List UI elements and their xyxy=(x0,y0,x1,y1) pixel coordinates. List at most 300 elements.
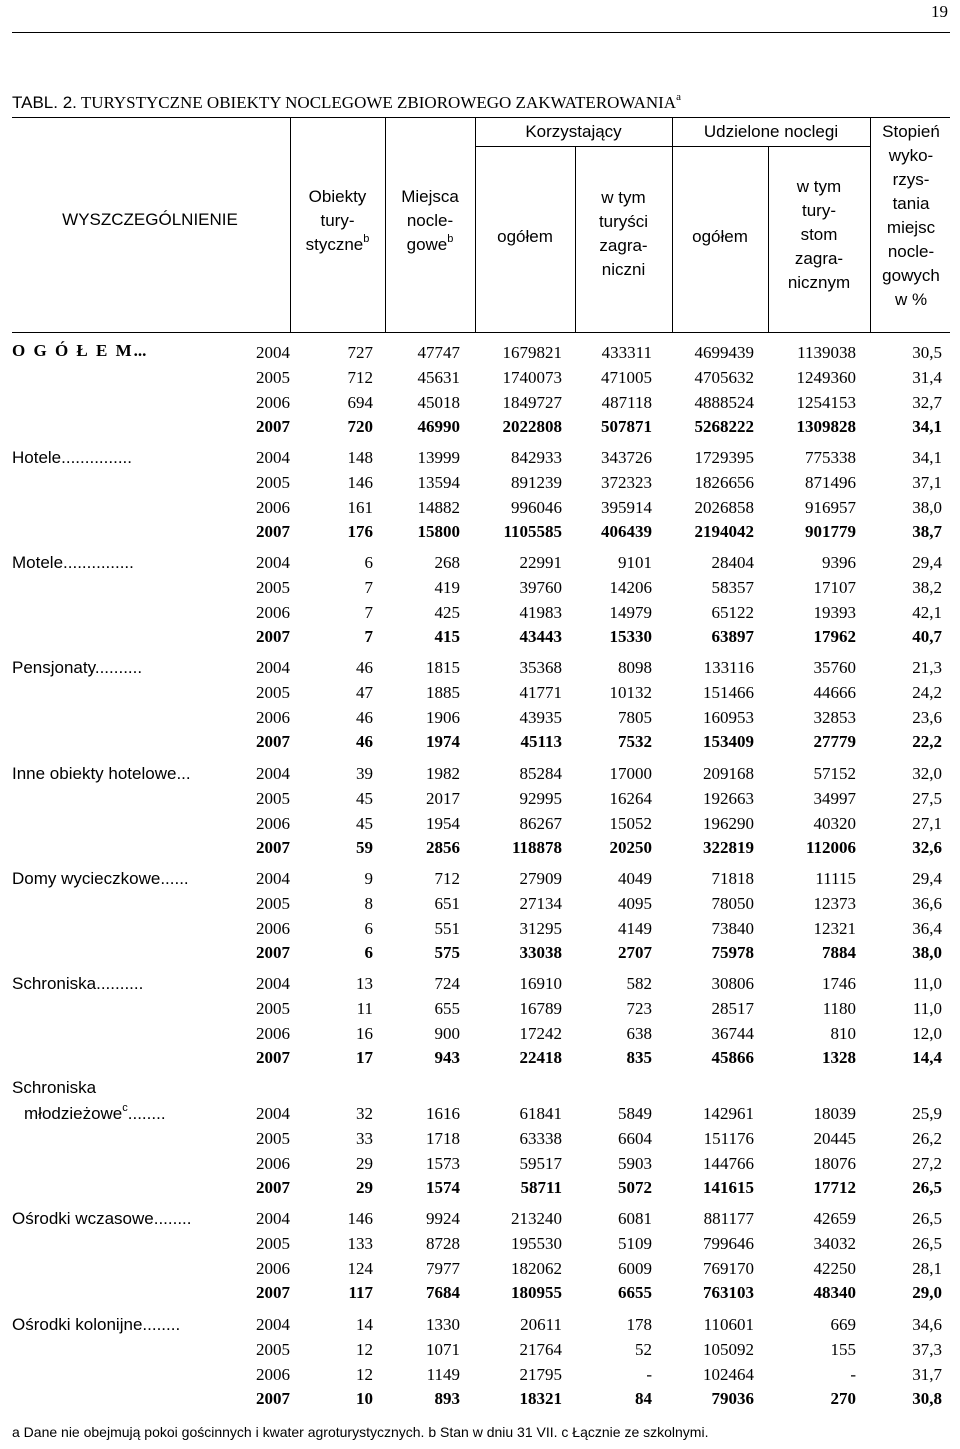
cell-noclegi-ogolem: 36744 xyxy=(711,1023,754,1043)
row-label: Hotele............... xyxy=(12,448,132,467)
table-row xyxy=(0,1176,960,1200)
cell-stopien-wykorzystania: 27,1 xyxy=(912,813,942,833)
cell-obiekty: 12 xyxy=(356,1339,373,1359)
cell-noclegi-ogolem: 151176 xyxy=(703,1128,754,1148)
cell-noclegi-zagraniczni: 44666 xyxy=(813,682,856,702)
cell-korzystajacy-ogolem: 92995 xyxy=(519,788,562,808)
cell-noclegi-ogolem: 4705632 xyxy=(694,367,754,387)
cell-noclegi-zagraniczni: 270 xyxy=(830,1389,856,1409)
table-row xyxy=(0,812,960,836)
cell-turysci-zagraniczni: 2707 xyxy=(618,943,652,963)
cell-korzystajacy-ogolem: 35368 xyxy=(519,658,562,677)
cell-noclegi-ogolem: 30806 xyxy=(711,974,754,993)
cell-noclegi-ogolem: 192663 xyxy=(703,788,754,808)
cell-turysci-zagraniczni: 4095 xyxy=(618,893,652,913)
table-row xyxy=(0,1046,960,1070)
table-row xyxy=(0,1257,960,1281)
cell-turysci-zagraniczni: 16264 xyxy=(609,788,652,808)
cell-noclegi-ogolem: 28404 xyxy=(711,553,754,572)
cell-miejsca: 1573 xyxy=(426,1153,460,1173)
cell-miejsca: 1718 xyxy=(426,1128,460,1148)
cell-korzystajacy-ogolem: 118878 xyxy=(511,838,562,858)
cell-korzystajacy-ogolem: 18321 xyxy=(519,1389,562,1409)
cell-obiekty: 59 xyxy=(356,838,373,858)
cell-noclegi-zagraniczni: 810 xyxy=(830,1023,856,1043)
cell-noclegi-ogolem: 1729395 xyxy=(694,448,754,467)
cell-korzystajacy-ogolem: 41983 xyxy=(519,602,562,622)
table-title-footnote: a xyxy=(676,91,681,103)
cell-stopien-wykorzystania: 21,3 xyxy=(912,658,942,677)
cell-noclegi-ogolem: 142961 xyxy=(703,1104,754,1123)
cell-miejsca: 13594 xyxy=(417,472,460,492)
table-row xyxy=(0,1313,960,1337)
cell-stopien-wykorzystania: 11,0 xyxy=(912,974,942,993)
table-row xyxy=(0,941,960,965)
cell-stopien-wykorzystania: 14,4 xyxy=(912,1048,942,1068)
cell-noclegi-zagraniczni: 42659 xyxy=(813,1209,856,1228)
row-label: młodzieżowe$^c$........ xyxy=(24,1102,166,1123)
cell-noclegi-zagraniczni: 1139038 xyxy=(797,343,856,362)
table-title-text: TURYSTYCZNE OBIEKTY NOCLEGOWE ZBIOROWEGO ZAKWATEROWANIA xyxy=(80,93,677,112)
cell-noclegi-zagraniczni: 11115 xyxy=(815,869,856,888)
cell-turysci-zagraniczni: 582 xyxy=(626,974,652,993)
cell-noclegi-zagraniczni: 35760 xyxy=(813,658,856,677)
cell-stopien-wykorzystania: 32,0 xyxy=(912,764,942,783)
cell-stopien-wykorzystania: 38,0 xyxy=(912,943,942,963)
cell-stopien-wykorzystania: 26,2 xyxy=(912,1128,942,1148)
cell-noclegi-ogolem: 58357 xyxy=(711,577,754,597)
cell-year: 2007 xyxy=(256,838,290,858)
cell-year: 2004 xyxy=(256,764,290,783)
cell-korzystajacy-ogolem: 16910 xyxy=(519,974,562,993)
cell-noclegi-ogolem: 71818 xyxy=(711,869,754,888)
cell-miejsca: 575 xyxy=(434,943,460,963)
table-row xyxy=(0,892,960,916)
cell-korzystajacy-ogolem: 61841 xyxy=(519,1104,562,1123)
cell-noclegi-zagraniczni: 34032 xyxy=(813,1233,856,1253)
table-label: TABL. 2. xyxy=(12,93,77,112)
table-row xyxy=(0,366,960,390)
cell-noclegi-zagraniczni: 1180 xyxy=(822,998,856,1018)
cell-noclegi-ogolem: 78050 xyxy=(711,893,754,913)
cell-turysci-zagraniczni: 17000 xyxy=(609,764,652,783)
cell-year: 2006 xyxy=(256,497,290,517)
page-number: 19 xyxy=(931,2,948,21)
cell-korzystajacy-ogolem: 891239 xyxy=(511,472,562,492)
cell-korzystajacy-ogolem: 20611 xyxy=(520,1315,562,1334)
cell-year: 2004 xyxy=(256,343,290,362)
cell-miejsca: 893 xyxy=(434,1389,460,1409)
cell-year: 2007 xyxy=(256,1048,290,1068)
cell-stopien-wykorzystania: 31,4 xyxy=(912,367,942,387)
cell-obiekty: 39 xyxy=(356,764,373,783)
table-row xyxy=(0,836,960,860)
cell-noclegi-ogolem: 160953 xyxy=(703,707,754,727)
cell-year: 2006 xyxy=(256,918,290,938)
cell-obiekty: 133 xyxy=(347,1233,373,1253)
cell-obiekty: 29 xyxy=(356,1178,373,1198)
cell-noclegi-ogolem: 4699439 xyxy=(694,343,754,362)
cell-miejsca: 14882 xyxy=(417,497,460,517)
cell-stopien-wykorzystania: 11,0 xyxy=(912,998,942,1018)
cell-korzystajacy-ogolem: 22418 xyxy=(519,1048,562,1068)
cell-turysci-zagraniczni: 6655 xyxy=(618,1283,652,1303)
cell-korzystajacy-ogolem: 1849727 xyxy=(502,392,562,412)
cell-miejsca: 46990 xyxy=(417,417,460,437)
cell-year: 2007 xyxy=(256,1283,290,1303)
cell-turysci-zagraniczni: 487118 xyxy=(601,392,652,412)
cell-stopien-wykorzystania: 30,8 xyxy=(912,1389,942,1409)
cell-noclegi-ogolem: 5268222 xyxy=(694,417,754,437)
cell-stopien-wykorzystania: 36,6 xyxy=(912,893,942,913)
cell-miejsca: 1954 xyxy=(426,813,460,833)
cell-turysci-zagraniczni: 15052 xyxy=(609,813,652,833)
cell-obiekty: 47 xyxy=(356,682,373,702)
table-row xyxy=(0,1102,960,1126)
header-korzystajacy-turysci-zagraniczni: w tym turyści zagra- niczni xyxy=(598,188,649,279)
cell-turysci-zagraniczni: 9101 xyxy=(618,553,652,572)
cell-turysci-zagraniczni: 343726 xyxy=(601,448,652,467)
header-noclegi-ogolem: ogółem xyxy=(692,227,748,246)
cell-miejsca: 1616 xyxy=(426,1104,460,1123)
cell-korzystajacy-ogolem: 1740073 xyxy=(502,367,562,387)
cell-turysci-zagraniczni: 10132 xyxy=(609,682,652,702)
cell-turysci-zagraniczni: 15330 xyxy=(609,627,652,647)
cell-miejsca: 943 xyxy=(434,1048,460,1068)
cell-stopien-wykorzystania: 34,1 xyxy=(912,448,942,467)
header-obiekty: Obiekty tury- styczne$^b$ xyxy=(305,187,370,254)
cell-noclegi-ogolem: 141615 xyxy=(703,1178,754,1198)
cell-stopien-wykorzystania: 29,4 xyxy=(912,553,942,572)
cell-year: 2004 xyxy=(256,1104,290,1123)
table-row xyxy=(0,706,960,730)
table-row xyxy=(0,1281,960,1305)
table-row xyxy=(0,787,960,811)
cell-year: 2005 xyxy=(256,1339,290,1359)
cell-korzystajacy-ogolem: 39760 xyxy=(519,577,562,597)
cell-miejsca: 1149 xyxy=(426,1364,460,1384)
cell-noclegi-ogolem: 881177 xyxy=(703,1209,754,1228)
cell-noclegi-zagraniczni: 775338 xyxy=(805,448,856,467)
cell-miejsca: 7977 xyxy=(426,1258,460,1278)
table-row xyxy=(0,601,960,625)
cell-noclegi-ogolem: 133116 xyxy=(703,658,754,677)
cell-stopien-wykorzystania: 42,1 xyxy=(912,602,942,622)
table-row xyxy=(0,391,960,415)
table-row xyxy=(0,551,960,575)
cell-year: 2006 xyxy=(256,813,290,833)
row-label: Inne obiekty hotelowe... xyxy=(12,764,191,783)
cell-turysci-zagraniczni: - xyxy=(646,1364,652,1384)
cell-turysci-zagraniczni: 6604 xyxy=(618,1128,652,1148)
cell-korzystajacy-ogolem: 43443 xyxy=(519,627,562,647)
cell-noclegi-ogolem: 153409 xyxy=(703,732,754,752)
cell-stopien-wykorzystania: 34,1 xyxy=(912,417,942,437)
cell-obiekty: 10 xyxy=(356,1389,373,1409)
cell-year: 2004 xyxy=(256,448,290,467)
cell-obiekty: 12 xyxy=(356,1364,373,1384)
cell-korzystajacy-ogolem: 22991 xyxy=(519,553,562,572)
cell-year: 2005 xyxy=(256,1128,290,1148)
row-label: O G Ó Ł E M... xyxy=(12,341,147,360)
cell-noclegi-zagraniczni: 1746 xyxy=(822,974,856,993)
table-title xyxy=(12,91,681,113)
cell-noclegi-zagraniczni: 112006 xyxy=(805,838,856,858)
cell-year: 2006 xyxy=(256,1153,290,1173)
cell-turysci-zagraniczni: 6081 xyxy=(618,1209,652,1228)
cell-noclegi-ogolem: 763103 xyxy=(703,1283,754,1303)
cell-year: 2004 xyxy=(256,658,290,677)
cell-korzystajacy-ogolem: 43935 xyxy=(519,707,562,727)
cell-stopien-wykorzystania: 23,6 xyxy=(912,707,942,727)
cell-miejsca: 1071 xyxy=(426,1339,460,1359)
cell-stopien-wykorzystania: 38,2 xyxy=(912,577,942,597)
table-row xyxy=(0,656,960,680)
cell-miejsca: 712 xyxy=(434,869,460,888)
cell-obiekty: 9 xyxy=(364,869,373,888)
cell-noclegi-zagraniczni: 19393 xyxy=(813,602,856,622)
cell-stopien-wykorzystania: 25,9 xyxy=(912,1104,942,1123)
cell-turysci-zagraniczni: 723 xyxy=(626,998,652,1018)
cell-noclegi-ogolem: 196290 xyxy=(703,813,754,833)
cell-korzystajacy-ogolem: 17242 xyxy=(519,1023,562,1043)
cell-stopien-wykorzystania: 26,5 xyxy=(912,1209,942,1228)
cell-noclegi-ogolem: 28517 xyxy=(711,998,754,1018)
table-row xyxy=(0,576,960,600)
table-row xyxy=(0,1232,960,1256)
header-top-rule xyxy=(12,117,950,118)
cell-obiekty: 694 xyxy=(347,392,373,412)
cell-obiekty: 117 xyxy=(348,1283,373,1303)
cell-year: 2006 xyxy=(256,392,290,412)
cell-stopien-wykorzystania: 28,1 xyxy=(912,1258,942,1278)
cell-korzystajacy-ogolem: 27134 xyxy=(519,893,562,913)
cell-noclegi-ogolem: 1826656 xyxy=(694,472,754,492)
cell-noclegi-zagraniczni: 17107 xyxy=(813,577,856,597)
cell-korzystajacy-ogolem: 1105585 xyxy=(503,522,562,542)
cell-korzystajacy-ogolem: 59517 xyxy=(519,1153,562,1173)
cell-obiekty: 14 xyxy=(356,1315,373,1334)
cell-obiekty: 146 xyxy=(347,1209,373,1228)
cell-turysci-zagraniczni: 14206 xyxy=(609,577,652,597)
cell-korzystajacy-ogolem: 86267 xyxy=(519,813,562,833)
header-udzielone-noclegi: Udzielone noclegi xyxy=(703,122,839,141)
cell-turysci-zagraniczni: 7805 xyxy=(618,707,652,727)
cell-noclegi-ogolem: 209168 xyxy=(703,764,754,783)
cell-year: 2007 xyxy=(256,417,290,437)
cell-obiekty: 45 xyxy=(356,788,373,808)
cell-noclegi-zagraniczni: 20445 xyxy=(813,1128,856,1148)
cell-turysci-zagraniczni: 4049 xyxy=(618,869,652,888)
cell-noclegi-ogolem: 144766 xyxy=(703,1153,754,1173)
cell-year: 2004 xyxy=(256,869,290,888)
cell-noclegi-ogolem: 45866 xyxy=(711,1048,754,1068)
cell-year: 2007 xyxy=(256,1178,290,1198)
cell-noclegi-zagraniczni: 1328 xyxy=(822,1048,856,1068)
cell-noclegi-ogolem: 75978 xyxy=(711,943,754,963)
cell-stopien-wykorzystania: 38,0 xyxy=(912,497,942,517)
table-row xyxy=(0,762,960,786)
footnote: a Dane nie obejmują pokoi gościnnych i kwater agroturystycznych. b Stan w dniu 31 VII. c Łącznie ze szkolnymi. xyxy=(12,1424,709,1440)
table-row xyxy=(0,1338,960,1362)
cell-noclegi-ogolem: 65122 xyxy=(711,602,754,622)
cell-noclegi-zagraniczni: 27779 xyxy=(813,732,856,752)
cell-year: 2004 xyxy=(256,1209,290,1228)
cell-turysci-zagraniczni: 471005 xyxy=(601,367,652,387)
cell-turysci-zagraniczni: 433311 xyxy=(601,343,652,362)
cell-stopien-wykorzystania: 26,5 xyxy=(912,1233,942,1253)
cell-noclegi-ogolem: 102464 xyxy=(703,1364,754,1384)
cell-year: 2005 xyxy=(256,577,290,597)
cell-turysci-zagraniczni: 4149 xyxy=(618,918,652,938)
cell-korzystajacy-ogolem: 842933 xyxy=(511,448,562,467)
cell-miejsca: 651 xyxy=(434,893,460,913)
cell-year: 2007 xyxy=(256,732,290,752)
cell-turysci-zagraniczni: 395914 xyxy=(601,497,652,517)
cell-obiekty: 46 xyxy=(356,658,373,677)
cell-noclegi-zagraniczni: 155 xyxy=(830,1339,856,1359)
row-label: Ośrodki wczasowe........ xyxy=(12,1209,192,1228)
cell-noclegi-ogolem: 79036 xyxy=(711,1389,754,1409)
cell-year: 2005 xyxy=(256,1233,290,1253)
cell-turysci-zagraniczni: 372323 xyxy=(601,472,652,492)
cell-year: 2005 xyxy=(256,682,290,702)
cell-turysci-zagraniczni: 52 xyxy=(635,1339,652,1359)
cell-obiekty: 7 xyxy=(364,577,373,597)
cell-turysci-zagraniczni: 178 xyxy=(626,1315,652,1334)
cell-obiekty: 148 xyxy=(347,448,373,467)
table-row xyxy=(0,730,960,754)
cell-noclegi-zagraniczni: 42250 xyxy=(813,1258,856,1278)
cell-korzystajacy-ogolem: 195530 xyxy=(511,1233,562,1253)
cell-korzystajacy-ogolem: 16789 xyxy=(519,998,562,1018)
cell-miejsca: 1974 xyxy=(426,732,460,752)
cell-stopien-wykorzystania: 32,6 xyxy=(912,838,942,858)
cell-year: 2004 xyxy=(256,974,290,993)
cell-miejsca: 419 xyxy=(434,577,460,597)
cell-stopien-wykorzystania: 27,2 xyxy=(912,1153,942,1173)
cell-year: 2007 xyxy=(256,522,290,542)
cell-noclegi-zagraniczni: 12373 xyxy=(813,893,856,913)
cell-miejsca: 45631 xyxy=(417,367,460,387)
cell-noclegi-zagraniczni: 40320 xyxy=(813,813,856,833)
table-row xyxy=(0,972,960,996)
cell-noclegi-zagraniczni: 18039 xyxy=(813,1104,856,1123)
cell-obiekty: 176 xyxy=(347,522,373,542)
header-korzystajacy: Korzystający xyxy=(525,122,622,141)
cell-obiekty: 6 xyxy=(364,943,373,963)
cell-obiekty: 7 xyxy=(364,602,373,622)
cell-obiekty: 8 xyxy=(364,893,373,913)
cell-korzystajacy-ogolem: 21795 xyxy=(519,1364,562,1384)
header-stopien-wykorzystania: Stopień wyko- rzys- tania miejsc nocle- gowych w % xyxy=(882,122,940,309)
cell-miejsca: 1982 xyxy=(426,764,460,783)
cell-korzystajacy-ogolem: 1679821 xyxy=(502,343,562,362)
table-row xyxy=(0,1127,960,1151)
cell-turysci-zagraniczni: 6009 xyxy=(618,1258,652,1278)
table-row xyxy=(0,415,960,439)
table-row xyxy=(0,471,960,495)
cell-miejsca: 268 xyxy=(434,553,460,572)
cell-noclegi-zagraniczni: 1254153 xyxy=(796,392,856,412)
cell-stopien-wykorzystania: 27,5 xyxy=(912,788,942,808)
cell-year: 2005 xyxy=(256,998,290,1018)
cell-turysci-zagraniczni: 507871 xyxy=(601,417,652,437)
cell-stopien-wykorzystania: 38,7 xyxy=(912,522,942,542)
cell-noclegi-zagraniczni: 17962 xyxy=(813,627,856,647)
cell-year: 2007 xyxy=(256,943,290,963)
cell-stopien-wykorzystania: 12,0 xyxy=(912,1023,942,1043)
cell-year: 2006 xyxy=(256,1258,290,1278)
cell-korzystajacy-ogolem: 27909 xyxy=(519,869,562,888)
cell-turysci-zagraniczni: 84 xyxy=(635,1389,652,1409)
cell-obiekty: 45 xyxy=(356,813,373,833)
cell-korzystajacy-ogolem: 2022808 xyxy=(502,417,562,437)
cell-obiekty: 6 xyxy=(364,918,373,938)
cell-stopien-wykorzystania: 31,7 xyxy=(912,1364,942,1384)
cell-korzystajacy-ogolem: 63338 xyxy=(519,1128,562,1148)
cell-korzystajacy-ogolem: 182062 xyxy=(511,1258,562,1278)
table-row xyxy=(0,496,960,520)
cell-stopien-wykorzystania: 29,4 xyxy=(912,869,942,888)
table-row xyxy=(0,997,960,1021)
row-label: Schroniska.......... xyxy=(12,974,144,993)
cell-year: 2006 xyxy=(256,707,290,727)
cell-miejsca: 2856 xyxy=(426,838,460,858)
cell-korzystajacy-ogolem: 180955 xyxy=(511,1283,562,1303)
cell-obiekty: 16 xyxy=(356,1023,373,1043)
cell-obiekty: 33 xyxy=(356,1128,373,1148)
cell-turysci-zagraniczni: 7532 xyxy=(618,732,652,752)
cell-obiekty: 7 xyxy=(364,627,373,647)
cell-turysci-zagraniczni: 5903 xyxy=(618,1153,652,1173)
table-row xyxy=(0,625,960,649)
cell-stopien-wykorzystania: 24,2 xyxy=(912,682,942,702)
cell-noclegi-zagraniczni: 871496 xyxy=(805,472,856,492)
cell-turysci-zagraniczni: 20250 xyxy=(609,838,652,858)
cell-korzystajacy-ogolem: 996046 xyxy=(511,497,562,517)
table-row xyxy=(0,1363,960,1387)
cell-obiekty: 46 xyxy=(356,732,373,752)
cell-korzystajacy-ogolem: 33038 xyxy=(519,943,562,963)
header-stub: WYSZCZEGÓLNIENIE xyxy=(62,210,238,229)
cell-miejsca: 13999 xyxy=(417,448,460,467)
cell-obiekty: 6 xyxy=(364,553,373,572)
cell-noclegi-ogolem: 769170 xyxy=(703,1258,754,1278)
cell-year: 2006 xyxy=(256,1364,290,1384)
cell-noclegi-zagraniczni: 17712 xyxy=(813,1178,856,1198)
cell-noclegi-zagraniczni: 9396 xyxy=(822,553,856,572)
row-label: Ośrodki kolonijne........ xyxy=(12,1315,181,1334)
cell-turysci-zagraniczni: 835 xyxy=(626,1048,652,1068)
cell-noclegi-zagraniczni: 32853 xyxy=(813,707,856,727)
top-rule xyxy=(12,32,950,33)
cell-noclegi-zagraniczni: 48340 xyxy=(813,1283,856,1303)
cell-korzystajacy-ogolem: 85284 xyxy=(519,764,562,783)
cell-korzystajacy-ogolem: 58711 xyxy=(520,1178,562,1198)
cell-korzystajacy-ogolem: 41771 xyxy=(519,682,562,702)
cell-korzystajacy-ogolem: 31295 xyxy=(519,918,562,938)
cell-turysci-zagraniczni: 5109 xyxy=(618,1233,652,1253)
cell-obiekty: 13 xyxy=(356,974,373,993)
cell-year: 2007 xyxy=(256,627,290,647)
cell-korzystajacy-ogolem: 21764 xyxy=(519,1339,562,1359)
cell-miejsca: 2017 xyxy=(426,788,460,808)
cell-miejsca: 9924 xyxy=(426,1209,460,1228)
cell-miejsca: 7684 xyxy=(426,1283,460,1303)
header-bottom-rule xyxy=(12,332,950,333)
cell-miejsca: 47747 xyxy=(417,343,460,362)
